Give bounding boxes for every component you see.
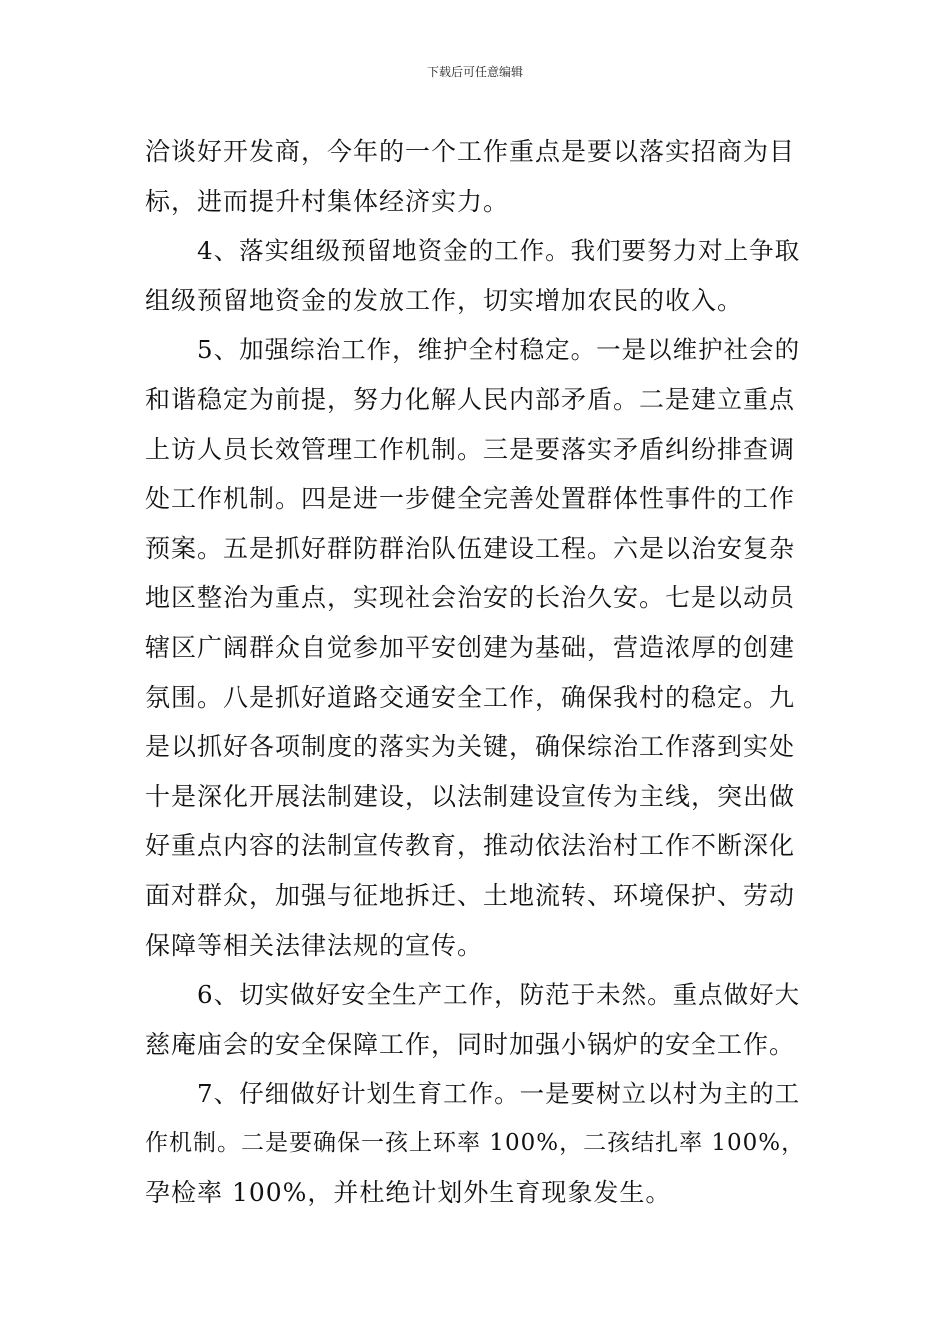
text-line: 组级预留地资金的发放工作，切实增加农民的收入。 — [145, 285, 744, 315]
text-line: 5、加强综治工作，维护全村稳定。一是以维护社会的 — [197, 335, 801, 365]
text-line: 十是深化开展法制建设，以法制建设宣传为主线，突出做 — [145, 781, 796, 811]
text-line: 辖区广阔群众自觉参加平安创建为基础，营造浓厚的创建 — [145, 632, 796, 662]
text-line: 6、切实做好安全生产工作，防范于未然。重点做好大 — [197, 980, 801, 1010]
text-line: 保障等相关法律法规的宣传。 — [145, 930, 484, 960]
document-body — [145, 127, 810, 1218]
text-line: 好重点内容的法制宣传教育，推动依法治村工作不断深化 — [145, 831, 796, 861]
text-line: 是以抓好各项制度的落实为关键，确保综治工作落到实处 — [145, 732, 796, 762]
page-header: 下载后可任意编辑 — [426, 65, 523, 79]
text-line: 洽谈好开发商，今年的一个工作重点是要以落实招商为目 — [145, 137, 796, 166]
text-line: 慈庵庙会的安全保障工作，同时加强小锅炉的安全工作。 — [145, 1029, 796, 1059]
text-line: 面对群众，加强与征地拆迁、土地流转、环境保护、劳动 — [145, 880, 796, 910]
text-line: 氛围。八是抓好道路交通安全工作，确保我村的稳定。九 — [145, 682, 796, 712]
text-line: 处工作机制。四是进一步健全完善处置群体性事件的工作 — [145, 484, 796, 514]
text-line: 标，进而提升村集体经济实力。 — [145, 186, 510, 216]
text-line: 上访人员长效管理工作机制。三是要落实矛盾纠纷排查调 — [145, 434, 796, 464]
text-line: 作机制。二是要确保一孩上环率 100%，二孩结扎率 100%， — [145, 1129, 806, 1156]
text-line: 预案。五是抓好群防群治队伍建设工程。六是以治安复杂 — [145, 533, 796, 563]
text-line: 和谐稳定为前提，努力化解人民内部矛盾。二是建立重点 — [145, 384, 796, 414]
text-line: 孕检率 100%，并杜绝计划外生育现象发生。 — [145, 1178, 672, 1208]
text-line: 地区整治为重点，实现社会治安的长治久安。七是以动员 — [145, 583, 796, 613]
text-line: 4、落实组级预留地资金的工作。我们要努力对上争取 — [197, 236, 801, 266]
text-line: 7、仔细做好计划生育工作。一是要树立以村为主的工 — [197, 1079, 801, 1109]
